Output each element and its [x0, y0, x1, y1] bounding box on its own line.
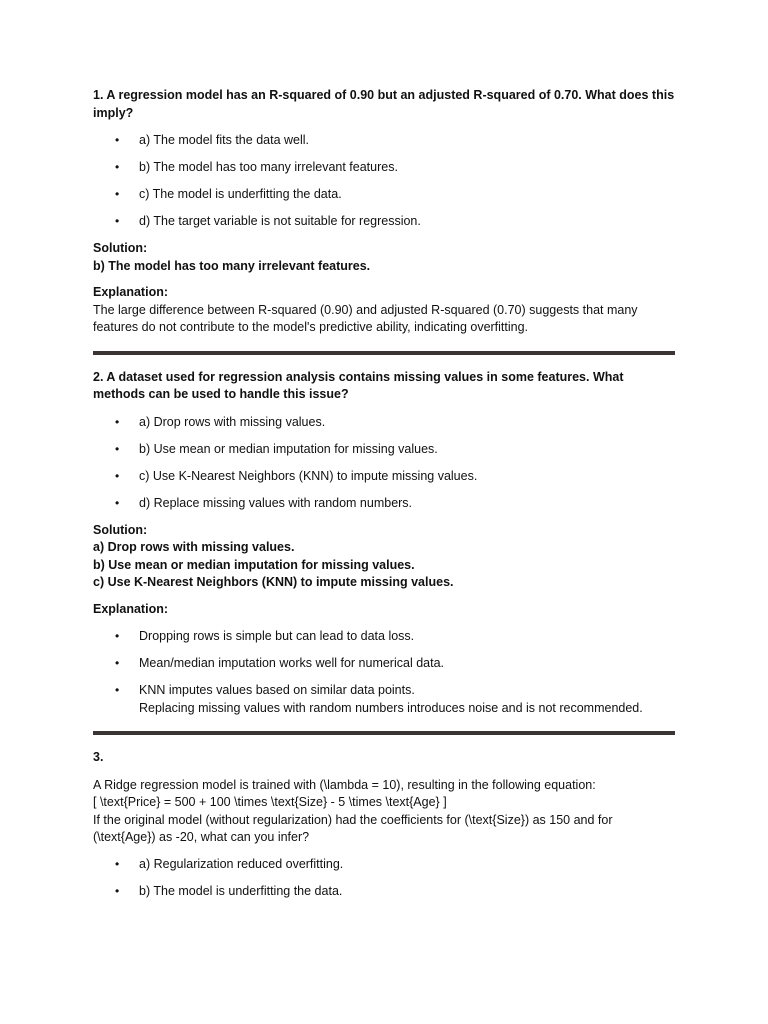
- question-3-equation: [ \text{Price} = 500 + 100 \times \text{Size} - 5 \times \text{Age} ]: [93, 795, 447, 809]
- option-text: a) Drop rows with missing values.: [139, 414, 326, 429]
- bullet-icon: •: [115, 656, 120, 670]
- question-2: [93, 369, 675, 718]
- option-text: d) The target variable is not suitable for regression.: [139, 214, 421, 228]
- section-divider: [93, 351, 675, 355]
- solution-answer: b) Use mean or median imputation for missing values.: [93, 557, 415, 572]
- bullet-icon: •: [115, 883, 120, 898]
- explanation-point: [93, 655, 675, 673]
- option-item: [93, 159, 675, 177]
- bullet-icon: •: [115, 214, 120, 228]
- solution-label: Solution:: [93, 241, 148, 255]
- bullet-icon: •: [115, 856, 120, 871]
- option-item: [93, 468, 675, 486]
- bullet-icon: •: [115, 160, 120, 174]
- question-3-intro: A Ridge regression model is trained with (\lambda = 10), resulting in the following equation:: [93, 777, 596, 792]
- explanation-point: [93, 682, 675, 717]
- option-item: [93, 186, 675, 204]
- explanation-point-text: Dropping rows is simple but can lead to data loss.: [139, 629, 415, 643]
- option-text: b) The model is underfitting the data.: [139, 883, 343, 898]
- option-item: [93, 414, 675, 432]
- question-1-title: 1. A regression model has an R-squared of 0.90 but an adjusted R-squared of 0.70. What does this imply?: [93, 88, 675, 120]
- question-3-question: If the original model (without regularization) had the coefficients for (\text{Size}) as 150 and for (\text{Age}) as -20, what can you infer?: [93, 812, 613, 844]
- option-text: b) The model has too many irrelevant features.: [139, 160, 398, 174]
- explanation-points: [93, 628, 675, 717]
- solution-answer: b) The model has too many irrelevant features.: [93, 258, 371, 273]
- option-item: [93, 856, 675, 874]
- question-1: [93, 87, 675, 337]
- option-text: c) The model is underfitting the data.: [139, 187, 342, 201]
- bullet-icon: •: [115, 187, 120, 201]
- bullet-icon: •: [115, 629, 120, 643]
- bullet-icon: •: [115, 683, 120, 697]
- option-item: [93, 441, 675, 459]
- solution-answer: c) Use K-Nearest Neighbors (KNN) to impute missing values.: [93, 575, 454, 589]
- option-item: [93, 883, 675, 901]
- option-text: b) Use mean or median imputation for missing values.: [139, 441, 438, 456]
- option-item: [93, 495, 675, 513]
- section-divider: [93, 731, 675, 735]
- solution-answer: a) Drop rows with missing values.: [93, 540, 295, 554]
- bullet-icon: •: [115, 495, 120, 510]
- question-3-number: 3.: [93, 750, 104, 764]
- explanation-label: Explanation:: [93, 601, 169, 616]
- question-2-title: 2. A dataset used for regression analysis contains missing values in some features. What methods can be used to handle this issue?: [93, 369, 624, 401]
- explanation-text: The large difference between R-squared (0.90) and adjusted R-squared (0.70) suggests that many features do not contribute to the model's predictive ability, indicating overfitting.: [93, 302, 638, 334]
- explanation-label: Explanation:: [93, 285, 169, 299]
- bullet-icon: •: [115, 414, 120, 429]
- bullet-icon: •: [115, 468, 120, 483]
- option-item: [93, 132, 675, 150]
- option-item: [93, 213, 675, 231]
- option-text: a) The model fits the data well.: [139, 133, 309, 147]
- explanation-point-text: KNN imputes values based on similar data points.: [139, 683, 415, 697]
- explanation-point-text: Mean/median imputation works well for numerical data.: [139, 656, 444, 670]
- option-text: c) Use K-Nearest Neighbors (KNN) to impute missing values.: [139, 468, 478, 483]
- explanation-extra-text: Replacing missing values with random numbers introduces noise and is not recommended.: [139, 700, 643, 715]
- question-2-options: [93, 414, 675, 513]
- option-text: a) Regularization reduced overfitting.: [139, 856, 344, 871]
- solution-label: Solution:: [93, 522, 148, 537]
- question-3: [93, 749, 675, 900]
- bullet-icon: •: [115, 133, 120, 147]
- option-text: d) Replace missing values with random numbers.: [139, 495, 413, 510]
- explanation-point: [93, 628, 675, 646]
- document-page: [93, 87, 675, 910]
- question-1-options: [93, 132, 675, 231]
- bullet-icon: •: [115, 441, 120, 456]
- question-3-options: [93, 856, 675, 901]
